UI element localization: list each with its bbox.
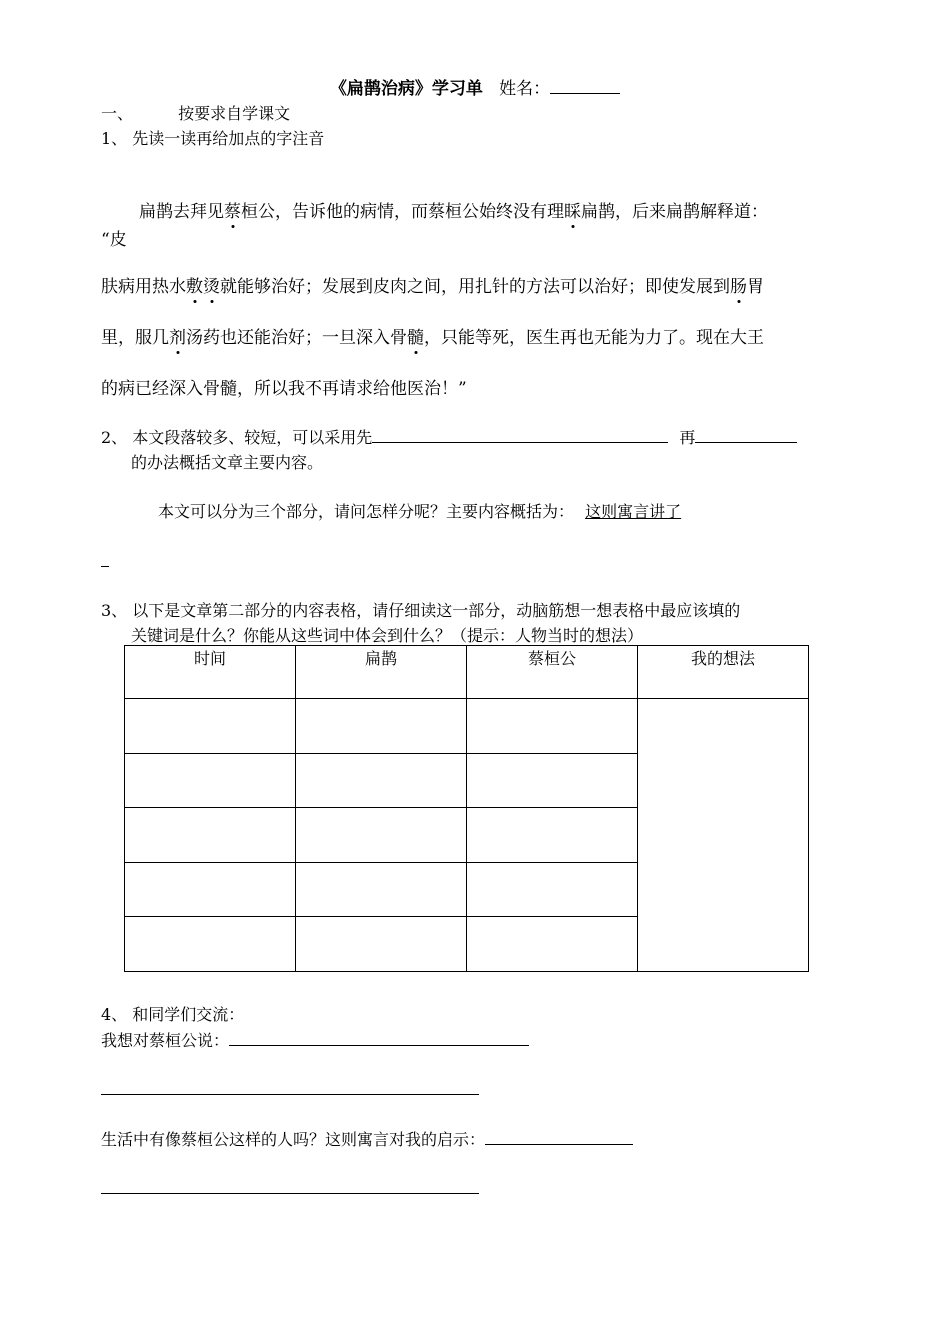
table-cell[interactable] (467, 917, 638, 972)
q2-line-3 (158, 499, 681, 522)
title-main: 《扁鹊治病》学习单 (329, 79, 483, 99)
dotted-char-cai: 蔡 (224, 202, 241, 222)
dotted-char-cai2: 睬 (564, 202, 581, 222)
passage-line-5: 的病已经深入骨髓，所以我不再请求给他医治！” (101, 379, 467, 399)
table-cell[interactable] (467, 863, 638, 917)
table-cell[interactable] (467, 808, 638, 863)
passage-text: 胃 (747, 277, 764, 297)
q4-life-label: 生活中有像蔡桓公这样的人吗？这则寓言对我的启示： (101, 1130, 486, 1149)
dotted-char-chang: 肠 (730, 277, 747, 297)
passage-text: 就能够治好；发展到皮肉之间，用扎针的方法可以治好；即使发展到 (220, 277, 730, 297)
section-1-heading (101, 101, 290, 124)
q4-life-line (101, 1127, 633, 1150)
table-cell[interactable] (125, 754, 296, 808)
section-1-label: 按要求自学课文 (178, 104, 291, 123)
header-bianque: 扁鹊 (296, 646, 467, 699)
table-cell[interactable] (296, 754, 467, 808)
passage-text: 桓公，告诉他的病情，而蔡桓公始终没有理 (241, 202, 564, 222)
q2-blank-then[interactable] (695, 426, 797, 443)
passage-text: 肤病用热水 (101, 277, 186, 297)
table-cell-thoughts[interactable] (638, 699, 809, 972)
q2-blank-first[interactable] (372, 426, 668, 443)
passage-text: 扁鹊去拜见 (139, 202, 224, 222)
table-cell[interactable] (467, 699, 638, 754)
table-cell[interactable] (296, 699, 467, 754)
table-cell[interactable] (125, 863, 296, 917)
q4-answer-line-1[interactable] (101, 1094, 479, 1095)
q4-say-blank[interactable] (229, 1029, 529, 1046)
page-title (0, 74, 950, 99)
passage-text: 汤药也还能治好；一旦深入骨 (186, 328, 407, 348)
header-time: 时间 (125, 646, 296, 699)
name-label: 姓名： (499, 79, 551, 99)
table-cell[interactable] (125, 917, 296, 972)
passage-text: ，只能等死，医生再也无能为力了。现在大王 (424, 328, 764, 348)
q1-label: 1、 先读一读再给加点的字注音 (101, 129, 325, 148)
table-cell[interactable] (125, 699, 296, 754)
q4-say-line (101, 1028, 529, 1051)
table-row (125, 699, 809, 754)
q4-say-label: 我想对蔡桓公说： (101, 1031, 230, 1050)
passage-line-1 (139, 197, 768, 222)
dotted-char-sui: 髓 (407, 328, 424, 348)
passage-line-2: “皮 (101, 230, 127, 250)
analysis-table (124, 645, 809, 972)
passage-text: 扁鹊，后来扁鹊解释道： (581, 202, 768, 222)
q3-line-1: 3、 以下是文章第二部分的内容表格，请仔细读这一部分，动脑筋想一想表格中最应该填的 (101, 601, 741, 620)
q2-underlined-answer[interactable]: 这则寓言讲了 (585, 502, 682, 521)
dotted-char-tang: 烫 (203, 277, 220, 297)
q2-text: 再 (679, 428, 696, 447)
q2-text: 2、 本文段落较多、较短，可以采用先 (101, 428, 373, 447)
q2-line-1 (101, 425, 797, 448)
dotted-char-fu: 敷 (186, 277, 203, 297)
q4-answer-line-2[interactable] (101, 1193, 479, 1194)
name-blank[interactable] (550, 76, 620, 94)
header-caihuangong: 蔡桓公 (467, 646, 638, 699)
q4-label: 4、 和同学们交流： (101, 1005, 245, 1024)
table-cell[interactable] (467, 754, 638, 808)
passage-line-3 (101, 272, 764, 297)
dotted-char-ji: 剂 (169, 328, 186, 348)
table-cell[interactable] (296, 917, 467, 972)
q2-text: 本文可以分为三个部分，请问怎样分呢？主要内容概括为： (158, 502, 575, 521)
q3-line-2: 关键词是什么？你能从这些词中体会到什么？（提示：人物当时的想法） (131, 626, 644, 645)
answer-line-short[interactable] (101, 566, 109, 567)
q4-life-blank[interactable] (485, 1128, 633, 1145)
table-cell[interactable] (296, 808, 467, 863)
q2-line-2: 的办法概括文章主要内容。 (131, 453, 324, 472)
passage-text: 里，服几 (101, 328, 169, 348)
table-header-row (125, 646, 809, 699)
table-cell[interactable] (125, 808, 296, 863)
section-1-number: 一、 (101, 104, 134, 123)
header-my-thoughts: 我的想法 (638, 646, 809, 699)
passage-line-4 (101, 323, 764, 348)
table-cell[interactable] (296, 863, 467, 917)
